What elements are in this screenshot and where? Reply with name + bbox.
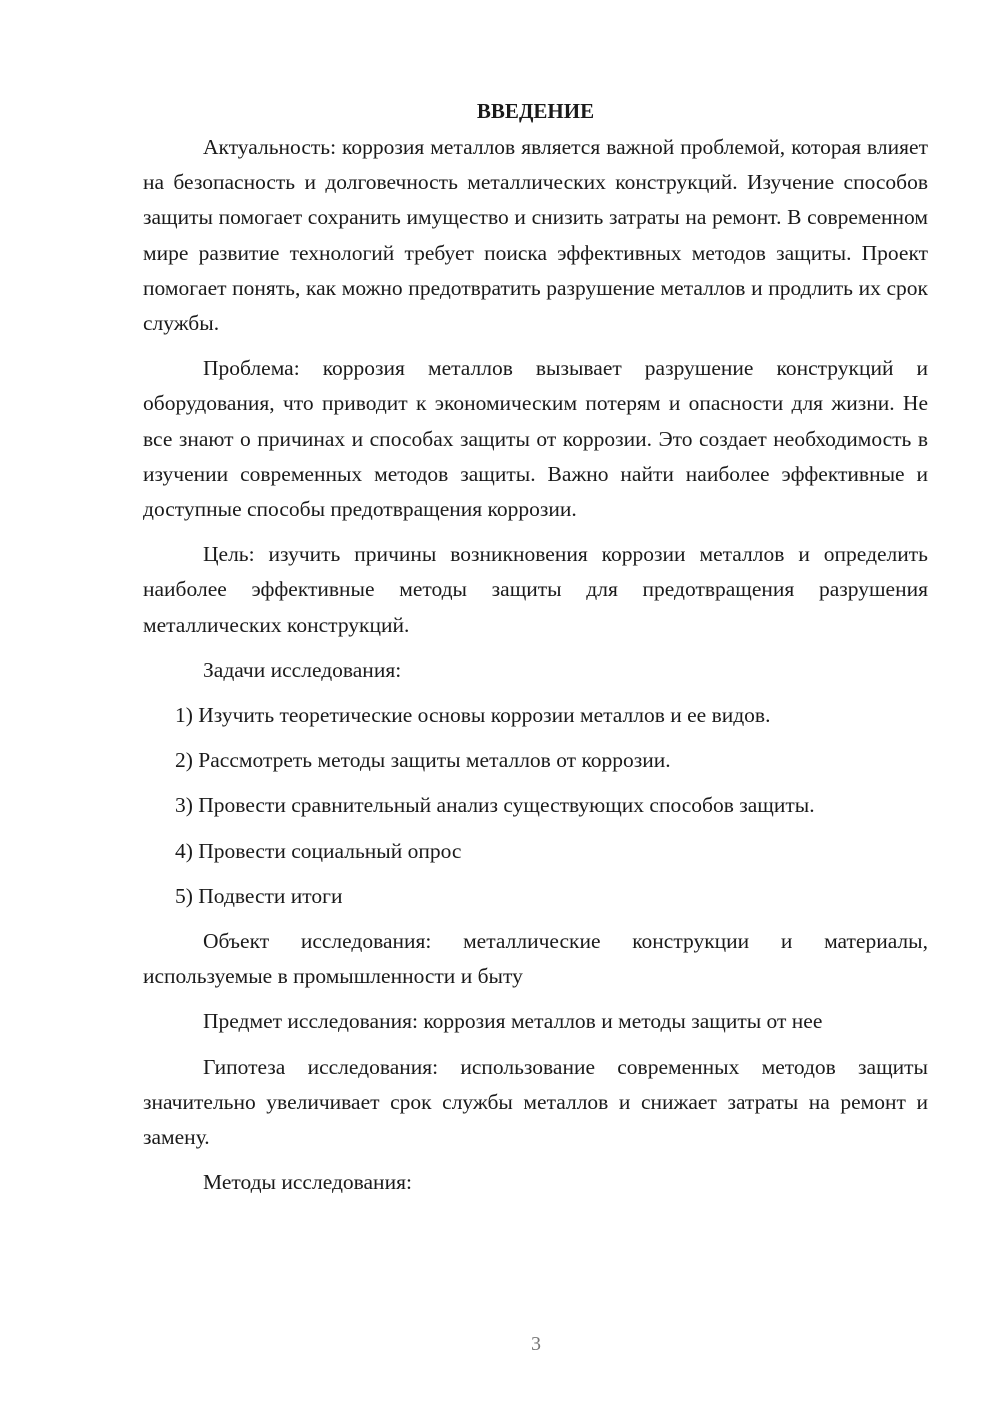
tasks-list (143, 698, 928, 914)
page-number: 3 (531, 1333, 541, 1355)
task-item-1: 1) Изучить теоретические основы коррозии металлов и ее видов. (175, 703, 771, 728)
task-item-5: 5) Подвести итоги (175, 883, 343, 908)
paragraph-object: Объект исследования: металлические конструкции и материалы, используемые в промышленности и быту (143, 929, 928, 989)
paragraph-subject: Предмет исследования: коррозия металлов и методы защиты от нее (203, 1009, 823, 1034)
page-content (143, 96, 928, 1210)
paragraph-goal: Цель: изучить причины возникновения коррозии металлов и определить наиболее эффективные методы защиты для предотвращения разрушения металлических конструкций. (143, 542, 928, 637)
paragraph-hypothesis: Гипотеза исследования: использование современных методов защиты значительно увеличивает срок службы металлов и снижает затраты на ремонт и замену. (143, 1054, 928, 1150)
page-title: ВВЕДЕНИЕ (476, 99, 595, 123)
task-item-2: 2) Рассмотреть методы защиты металлов от коррозии. (175, 748, 671, 773)
methods-heading: Методы исследования: (203, 1170, 412, 1195)
task-item-3: 3) Провести сравнительный анализ существующих способов защиты. (175, 793, 815, 818)
tasks-heading: Задачи исследования: (203, 657, 402, 682)
paragraph-relevance: Актуальность: коррозия металлов является важной проблемой, которая влияет на безопасность и долговечность металлических конструкций. Изучение способов защиты помогает сохранить имущество и снизить затраты на ремонт. В современном мире развитие технологий требует поиска эффективных методов защиты. Проект помогает понять, как можно предотвратить разрушение металлов и продлить их срок службы. (143, 135, 928, 336)
task-item-4: 4) Провести социальный опрос (175, 838, 462, 863)
paragraph-problem: Проблема: коррозия металлов вызывает разрушение конструкций и оборудования, что приводит к экономическим потерям и опасности для жизни. Не все знают о причинах и способах защиты от коррозии. Это создает необходимость в изучении современных методов защиты. Важно найти наиболее эффективные и доступные способы предотвращения коррозии. (143, 356, 928, 522)
